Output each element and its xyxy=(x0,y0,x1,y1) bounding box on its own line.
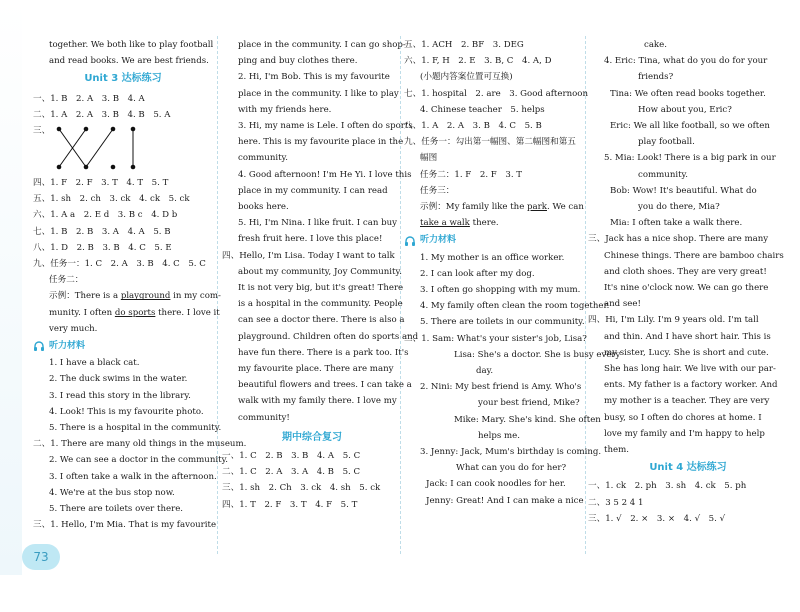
text-line: It's nine o'clock now. We can go there xyxy=(604,283,769,294)
script-line: 2. We can see a doctor in the community. xyxy=(49,455,229,466)
script-line: 2. I can look after my dog. xyxy=(420,268,535,279)
answer-line: 五、1. ACH 2. BF 3. DEG xyxy=(404,40,524,50)
dialogue-line: Eric: We all like football, so we often xyxy=(610,121,770,132)
matching-lines xyxy=(33,123,163,175)
text-line: community. xyxy=(238,153,289,164)
dialogue-line: community. xyxy=(638,169,689,180)
answer-line: 三、1. √ 2. × 3. × 4. √ 5. √ xyxy=(588,513,726,524)
matching-diagram xyxy=(33,123,213,175)
dialogue-line: you do there, Mia? xyxy=(638,202,720,213)
answer-q3-label: 三、 xyxy=(33,126,51,137)
dialogue-line: 二、1. Sam: What's your sister's job, Lisa? xyxy=(404,333,587,344)
answer-line: 八、1. A 2. A 3. B 4. C 5. B xyxy=(404,121,542,132)
dialogue-line: helps me. xyxy=(478,430,520,441)
text-line: my sister, Lucy. She is short and cute. xyxy=(604,347,769,358)
script-line: 3. I read this story in the library. xyxy=(49,390,191,401)
answer-q1: 一、1. B 2. A 3. B 4. A xyxy=(33,93,145,104)
text-line: 四、Hi, I'm Lily. I'm 9 years old. I'm tall xyxy=(588,315,759,326)
midterm-title: 期中综合复习 xyxy=(282,431,342,443)
text-line: fresh fruit here. I love this place! xyxy=(238,234,383,245)
text-line: 3. Hi, my name is Lele. I often do sports xyxy=(238,121,413,132)
dialogue-line: 2. Nini: My best friend is Amy. Who's xyxy=(420,382,582,393)
text-line: together. We both like to play football xyxy=(49,40,214,50)
dialogue-line: friends? xyxy=(638,72,674,83)
example-line: 示例：There is a playground in my com- xyxy=(49,291,221,302)
script-line: 4. My family often clean the room together. xyxy=(420,301,610,312)
dialogue-line: What can you do for her? xyxy=(456,463,567,474)
example-line: munity. I often do sports there. I love it xyxy=(49,307,220,318)
text-line: 四、Hello, I'm Lisa. Today I want to talk xyxy=(222,250,395,261)
answer-line: 六、1. F, H 2. E 3. B, C 4. A, D xyxy=(404,56,552,67)
text-line: my mother is a teacher. They are very xyxy=(604,396,770,407)
text-line: my favourite place. There are many xyxy=(238,364,394,375)
text-line: She has long hair. We live with our par- xyxy=(604,364,776,375)
text-line: playground. Children often do sports and xyxy=(238,331,419,342)
answer-line: 七、1. hospital 2. are 3. Good afternoon xyxy=(404,88,588,99)
headphones-icon xyxy=(404,235,416,247)
dialogue-line: Mia: I often take a walk there. xyxy=(610,218,743,229)
script-line: 1. My mother is an office worker. xyxy=(420,252,565,263)
text-line: and see! xyxy=(604,299,641,310)
text-line: them. xyxy=(604,445,629,456)
task2-label: 任务二： xyxy=(49,275,84,286)
text-line: about my community, Joy Community. xyxy=(238,266,402,277)
answer-line: 四、1. T 2. F 3. T 4. F 5. T xyxy=(222,499,358,510)
script-line: 4. Look! This is my favourite photo. xyxy=(49,406,204,417)
answer-q5: 五、1. sh 2. ch 3. ck 4. ck 5. ck xyxy=(33,194,190,205)
script-line: 5. There are toilets in our community. xyxy=(420,317,585,328)
example-line: very much. xyxy=(49,323,98,334)
text-line: ping and buy clothes there. xyxy=(238,56,358,67)
answer-line: 4. Chinese teacher 5. helps xyxy=(420,104,545,115)
text-line: here. This is my favourite place in the xyxy=(238,137,404,148)
answer-line: 二、3 5 2 4 1 xyxy=(588,497,644,508)
answer-line: 三、1. sh 2. Ch 3. ck 4. sh 5. ck xyxy=(222,483,381,494)
column-4 xyxy=(588,37,788,612)
example-line: take a walk there. xyxy=(420,218,499,229)
dialogue-line: Lisa: She's a doctor. She is busy every xyxy=(454,349,621,360)
dialogue-line: Tina: We often read books together. xyxy=(610,88,766,99)
text-line: with my friends here. xyxy=(238,104,332,115)
dialogue-line: day. xyxy=(476,366,494,377)
dialogue-line: play football. xyxy=(638,137,695,148)
script-line: 5. There are toilets over there. xyxy=(49,504,184,515)
script-line: 5. There is a hospital in the community. xyxy=(49,423,222,434)
text-line: 三、Jack has a nice shop. There are many xyxy=(588,234,769,245)
text-line: and read books. We are best friends. xyxy=(49,56,209,67)
unit3-title: Unit 3 达标练习 xyxy=(84,73,162,85)
dialogue-line: How about you, Eric? xyxy=(638,104,732,115)
example-line: 示例：My family like the park. We can xyxy=(420,202,584,213)
answer-line: 幅图 xyxy=(420,153,438,164)
dialogue-line: 3. Jenny: Jack, Mum's birthday is coming. xyxy=(420,447,602,458)
text-line: and thin. And I have short hair. This is xyxy=(604,331,771,342)
column-1 xyxy=(33,37,247,612)
script-line: 2. The duck swims in the water. xyxy=(49,374,188,385)
text-line: walk with my family there. I love my xyxy=(238,396,397,407)
answer-q8: 八、1. D 2. B 3. B 4. C 5. E xyxy=(33,242,172,253)
answer-line: 任务三： xyxy=(420,185,455,196)
answer-q9: 九、任务一：1. C 2. A 3. B 4. C 5. C xyxy=(33,259,206,270)
answer-line: 一、1. ck 2. ph 3. sh 4. ck 5. ph xyxy=(588,481,747,492)
text-line: have fun there. There is a park too. It's xyxy=(238,347,409,358)
text-line: place in the community. I like to play xyxy=(238,88,399,99)
text-line: It is not very big, but it's great! There xyxy=(238,283,404,294)
answer-line: 二、1. C 2. A 3. A 4. B 5. C xyxy=(222,467,361,478)
text-line: beautiful flowers and trees. I can take a xyxy=(238,380,412,391)
side-strip xyxy=(0,0,22,575)
dialogue-line: your best friend, Mike? xyxy=(478,398,580,409)
script-line: 二、1. There are many old things in the museum. xyxy=(33,439,247,450)
answer-q2: 二、1. A 2. A 3. B 4. B 5. A xyxy=(33,109,171,120)
text-line: 2. Hi, I'm Bob. This is my favourite xyxy=(238,72,390,83)
text-line: can see a doctor there. There is also a xyxy=(238,315,405,326)
text-line: place in the community. I can go shop- xyxy=(238,40,406,50)
text-line: 4. Good afternoon! I'm He Yi. I love this xyxy=(238,169,412,180)
text-line: place in my community. I can read xyxy=(238,185,388,196)
dialogue-line: Bob: Wow! It's beautiful. What do xyxy=(610,185,757,196)
dialogue-line: 4. Eric: Tina, what do you do for your xyxy=(604,56,768,67)
headphones-icon xyxy=(33,340,45,352)
unit4-title: Unit 4 达标练习 xyxy=(649,462,727,474)
answer-note: (小题内答案位置可互换) xyxy=(420,72,513,83)
text-line: 5. Hi, I'm Nina. I like fruit. I can buy xyxy=(238,218,398,229)
text-line: ents. My father is a factory worker. And xyxy=(604,380,778,391)
listening-header: 听力材料 xyxy=(33,338,213,354)
answer-line: 一、1. C 2. B 3. B 4. A 5. C xyxy=(222,451,361,462)
text-line: community! xyxy=(238,412,290,423)
column-2 xyxy=(222,37,419,612)
text-line: busy, so I often do chores at home. I xyxy=(604,412,762,423)
script-line: 3. I often take a walk in the afternoon. xyxy=(49,471,217,482)
script-line: 1. I have a black cat. xyxy=(49,358,140,369)
answer-line: 九、任务一：勾出第一幅图、第二幅图和第五 xyxy=(404,137,576,148)
dialogue-line: 5. Mia: Look! There is a big park in our xyxy=(604,153,776,164)
text-line: books here. xyxy=(238,202,289,213)
dialogue-line: Jenny: Great! And I can make a nice xyxy=(426,495,584,506)
page-number: 73 xyxy=(22,544,60,570)
script-line: 三、1. Hello, I'm Mia. That is my favourite xyxy=(33,520,217,531)
text-line: cake. xyxy=(644,40,667,50)
text-line: is a hospital in the community. People xyxy=(238,299,403,310)
dialogue-line: Mike: Mary. She's kind. She often xyxy=(454,414,601,425)
text-line: love my family and I'm happy to help xyxy=(604,428,765,439)
script-line: 3. I often go shopping with my mum. xyxy=(420,285,581,296)
text-line: Chinese things. There are bamboo chairs xyxy=(604,250,784,261)
listening-header: 听力材料 xyxy=(404,232,590,248)
answer-q7: 七、1. B 2. B 3. A 4. A 5. B xyxy=(33,226,171,237)
dialogue-line: Jack: I can cook noodles for her. xyxy=(426,479,566,490)
answer-q6: 六、1. A a 2. E d 3. B c 4. D b xyxy=(33,210,178,221)
script-line: 4. We're at the bus stop now. xyxy=(49,487,175,498)
text-line: and cloth shoes. They are very great! xyxy=(604,266,767,277)
answer-line: 任务二：1. F 2. F 3. T xyxy=(420,169,523,180)
answer-q4: 四、1. F 2. F 3. T 4. T 5. T xyxy=(33,178,169,189)
